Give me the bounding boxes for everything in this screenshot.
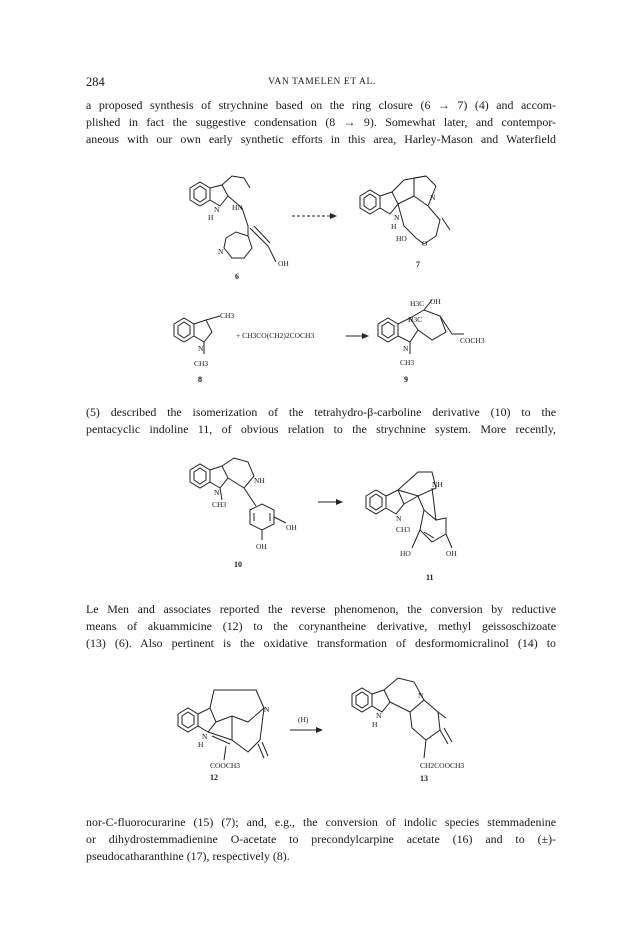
atom-n: N	[218, 247, 224, 256]
atom-oh: OH	[446, 549, 457, 558]
atom-n: N	[376, 711, 382, 720]
atom-h3c: H3C	[408, 315, 423, 324]
structure-12	[178, 690, 270, 782]
atom-h3c: H3C	[410, 299, 425, 308]
atom-ch2cooch3: CH2COOCH3	[420, 761, 465, 770]
atom-n: N	[418, 691, 424, 700]
atom-n: N	[403, 344, 409, 353]
atom-h: H	[391, 222, 397, 231]
atom-n: N	[214, 205, 220, 214]
text-line: (5) described the isomerization of the tetrahydro-β-carboline derivative (10) to the	[86, 405, 556, 419]
atom-h: H	[198, 740, 204, 749]
text-line: aneous with our own early synthetic efforts in this area, Harley-Mason and Waterfield	[86, 132, 556, 146]
structure-13	[352, 678, 464, 783]
text-line: Le Men and associates reported the reverse phenomenon, the conversion by reductive	[86, 602, 556, 616]
atom-n: N	[430, 193, 436, 202]
text-line: pseudocatharanthine (17), respectively (8).	[86, 849, 290, 863]
reaction-arrow	[290, 727, 323, 733]
atom-oh: OH	[278, 259, 289, 268]
atom-n: N	[214, 488, 220, 497]
compound-number: 10	[234, 560, 242, 569]
page-number: 284	[86, 75, 105, 89]
compound-number: 13	[420, 774, 428, 783]
compound-number: 12	[210, 773, 218, 782]
running-head: VAN TAMELEN ET AL.	[268, 77, 376, 87]
atom-ch3: CH3	[220, 311, 235, 320]
paragraph-4	[86, 814, 556, 865]
text-line: nor-C-fluorocurarine (15) (7); and, e.g., the conversion of indolic species stemmadenine	[86, 815, 556, 829]
atom-ch3: CH3	[396, 525, 411, 534]
text-line: or dihydrostemmadienine O-acetate to precondylcarpine acetate (16) and to (±)-	[86, 832, 556, 846]
text-line: (13) (6). Also pertinent is the oxidative transformation of desformomicralinol (14) to	[86, 636, 556, 650]
atom-cooch3: COOCH3	[210, 761, 241, 770]
compound-number: 8	[198, 375, 202, 384]
atom-h: H	[208, 213, 214, 222]
atom-n: N	[396, 514, 402, 523]
atom-oh: OH	[256, 542, 267, 551]
compound-number: 9	[404, 375, 408, 384]
atom-oh: OH	[286, 523, 297, 532]
text-line: a proposed synthesis of strychnine based on the ring closure (6 → 7) (4) and accom-	[86, 98, 556, 112]
atom-hn: HN	[232, 203, 243, 212]
compound-number: 11	[426, 573, 434, 582]
atom-nh: NH	[254, 476, 265, 485]
text-line: plished in fact the suggestive condensation (8 → 9). Somewhat later, and contempor-	[86, 115, 556, 129]
compound-number: 6	[235, 272, 239, 281]
atom-ch3: CH3	[194, 359, 209, 368]
reagent-text: (H)	[298, 715, 309, 724]
atom-ho: HO	[400, 549, 411, 558]
atom-oh: OH	[430, 297, 441, 306]
text-line: means of akuammicine (12) to the corynantheine derivative, methyl geissoschizoate	[86, 619, 556, 633]
atom-ho: HO	[396, 234, 407, 243]
atom-ch3: CH3	[212, 500, 227, 509]
atom-n: N	[394, 213, 400, 222]
atom-nh: NH	[432, 480, 443, 489]
atom-n: N	[198, 344, 204, 353]
atom-h: H	[372, 720, 378, 729]
atom-ch3: CH3	[400, 358, 415, 367]
atom-o: O	[422, 239, 428, 248]
atom-coch3: COCH3	[460, 336, 485, 345]
atom-n: N	[202, 732, 208, 741]
reagent-text: + CH3CO(CH2)2COCH3	[236, 331, 315, 340]
text-line: pentacyclic indoline 11, of obvious relation to the strychnine system. More recently,	[86, 422, 556, 436]
compound-number: 7	[416, 260, 420, 269]
atom-n: N	[264, 705, 270, 714]
